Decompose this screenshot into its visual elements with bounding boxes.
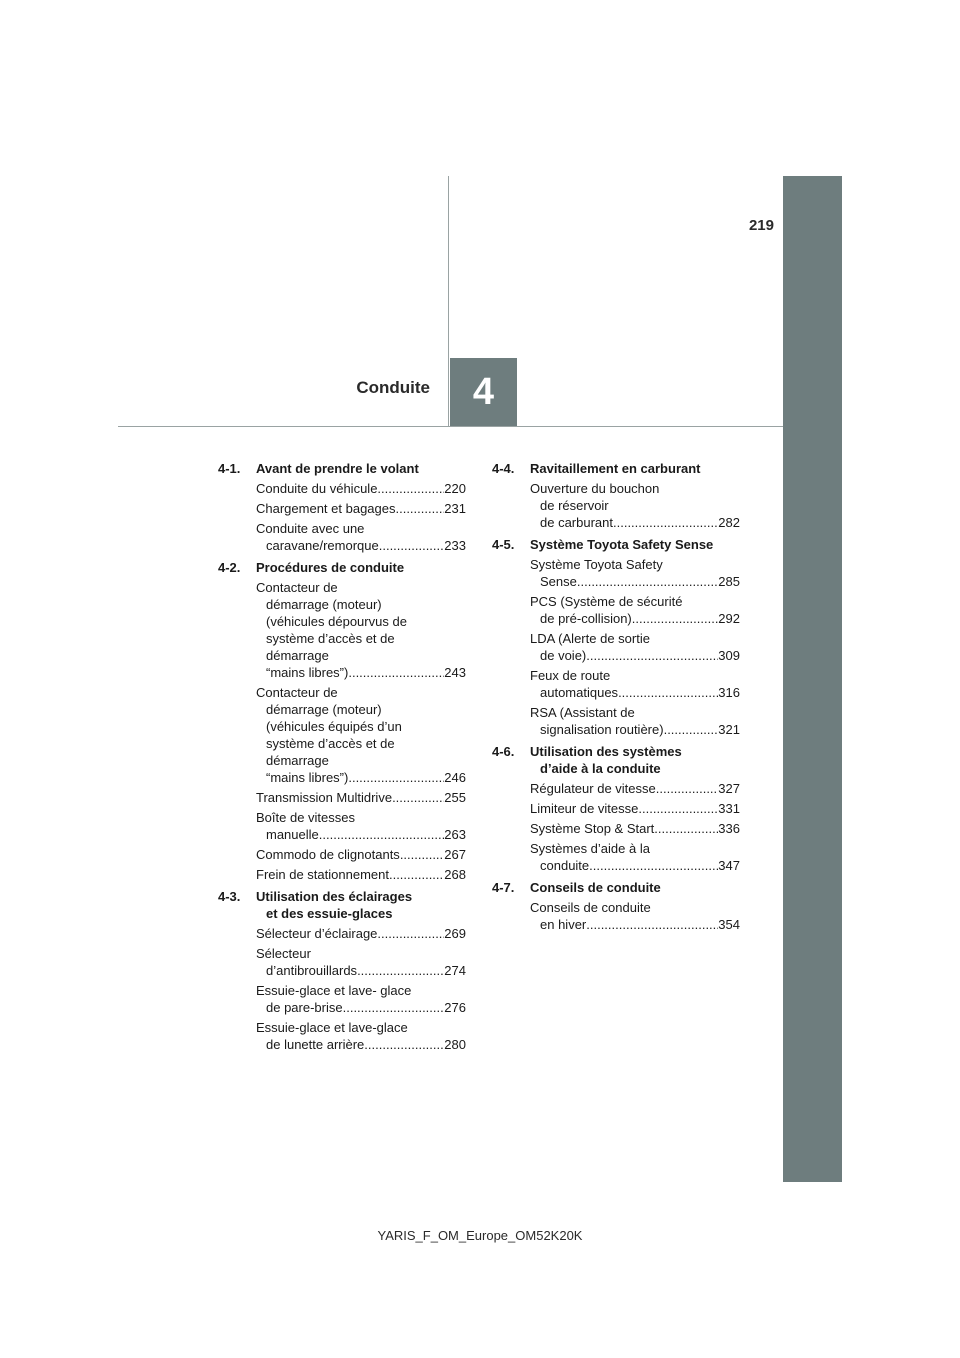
toc-section-heading (492, 460, 740, 477)
toc-section (218, 460, 466, 554)
toc-entry-page: 331 (718, 801, 740, 816)
toc-entry-text: Ouverture du bouchon (530, 481, 660, 496)
toc-section-number: 4-2. (218, 560, 241, 575)
toc-entry-last-line (256, 866, 466, 883)
toc-entry-text: démarrage (266, 753, 329, 768)
toc-section-number: 4-7. (492, 880, 515, 895)
toc-entry-last-line (256, 537, 466, 554)
toc-entry (256, 684, 466, 786)
toc-entry-page: 243 (444, 665, 466, 680)
toc-entry (256, 925, 466, 942)
toc-entry-text: (véhicules équipés d’un (266, 719, 402, 734)
toc-entry-text: de carburant (540, 515, 613, 530)
toc-entry (530, 800, 740, 817)
toc-entry-text: Sense (540, 574, 577, 589)
toc-entry-last-line (530, 780, 740, 797)
toc-section-title (530, 460, 740, 477)
toc-entry (256, 480, 466, 497)
toc-section-title (256, 460, 466, 477)
toc-entry-last-line (256, 826, 466, 843)
toc-entry-text: démarrage (moteur) (266, 597, 382, 612)
toc-entry-text: Régulateur de vitesse (530, 781, 656, 796)
toc-dot-leader (613, 514, 718, 531)
toc-dot-leader (577, 573, 718, 590)
toc-entry-page: 282 (718, 515, 740, 530)
toc-entry-page: 336 (718, 821, 740, 836)
toc-section (492, 743, 740, 874)
toc-dot-leader (586, 647, 718, 664)
toc-dot-leader (343, 999, 445, 1016)
toc-dot-leader (638, 800, 718, 817)
toc-entry (530, 556, 740, 590)
toc-entry-text: Sélecteur d’éclairage (256, 926, 378, 941)
toc-entry-last-line (256, 962, 466, 979)
horizontal-divider (118, 426, 783, 427)
toc-section-heading (218, 460, 466, 477)
toc-entry-text: Essuie-glace et lave- glace (256, 983, 412, 998)
toc-section-heading (492, 879, 740, 896)
toc-entry-text: Frein de stationnement (256, 867, 389, 882)
toc-entry-text: en hiver (540, 917, 587, 932)
toc-section-heading (218, 888, 466, 922)
toc-entry-text: de lunette arrière (266, 1037, 365, 1052)
toc-entry-page: 268 (444, 867, 466, 882)
toc-entry (530, 899, 740, 933)
toc-entry-text: démarrage (moteur) (266, 702, 382, 717)
toc-entry-page: 309 (718, 648, 740, 663)
toc-entry (530, 704, 740, 738)
chapter-title: Conduite (356, 378, 430, 397)
toc-section-number: 4-6. (492, 744, 515, 759)
toc-entry-text: “mains libres”) (266, 665, 349, 680)
toc-entry-page: 274 (444, 963, 466, 978)
toc-section-heading (492, 536, 740, 553)
toc-entry-last-line (530, 721, 740, 738)
toc-entry-page: 347 (718, 858, 740, 873)
toc-section-heading (218, 559, 466, 576)
toc-entry-text: Système Toyota Safety (530, 557, 663, 572)
toc-entry-text: Chargement et bagages (256, 501, 396, 516)
toc-entry-text: Transmission Multidrive (256, 790, 393, 805)
toc-section-title-line: et des essuie-glaces (266, 906, 393, 921)
chapter-side-tab (783, 176, 842, 1182)
toc-entry-text: RSA (Assistant de (530, 705, 635, 720)
toc-section (218, 888, 466, 1053)
toc-dot-leader (348, 769, 444, 786)
toc-entry-text: Contacteur de (256, 685, 338, 700)
toc-entry-page: 280 (444, 1037, 466, 1052)
toc-entry (256, 945, 466, 979)
toc-section-number: 4-3. (218, 889, 241, 904)
toc-entry-text: conduite (540, 858, 590, 873)
toc-entry-last-line (530, 647, 740, 664)
toc-entry-text: d’antibrouillards (266, 963, 358, 978)
toc-entry-last-line (256, 925, 466, 942)
toc-entry-text: de réservoir (540, 498, 609, 513)
toc-entry (256, 982, 466, 1016)
toc-section-heading (492, 743, 740, 777)
toc-section-title-line: d’aide à la conduite (540, 761, 661, 776)
toc-entry-text: LDA (Alerte de sortie (530, 631, 650, 646)
toc-entry-page: 292 (718, 611, 740, 626)
toc-entry-text: Essuie-glace et lave-glace (256, 1020, 408, 1035)
toc-entry-page: 220 (444, 481, 466, 496)
toc-entry-text: Systèmes d’aide à la (530, 841, 650, 856)
toc-dot-leader (632, 610, 719, 627)
toc-entry-page: 269 (444, 926, 466, 941)
toc-dot-leader (586, 916, 718, 933)
toc-entry-text: “mains libres”) (266, 770, 349, 785)
toc-entry-text: (véhicules dépourvus de (266, 614, 407, 629)
toc-entry-text: de voie) (540, 648, 587, 663)
toc-entry-text: de pré-collision) (540, 611, 632, 626)
toc-entry (530, 667, 740, 701)
toc-entry-page: 267 (444, 847, 466, 862)
toc-entry-page: 327 (718, 781, 740, 796)
toc-entry-last-line (530, 684, 740, 701)
toc-section (492, 879, 740, 933)
toc-entry-last-line (530, 610, 740, 627)
toc-dot-leader (618, 684, 718, 701)
toc-entry (530, 630, 740, 664)
toc-entry-text: Système Stop & Start (530, 821, 655, 836)
toc-dot-leader (377, 925, 444, 942)
toc-entry-last-line (256, 1036, 466, 1053)
toc-entry-text: signalisation routière) (540, 722, 664, 737)
toc-entry (530, 840, 740, 874)
toc-entry-page: 354 (718, 917, 740, 932)
vertical-divider (448, 176, 449, 426)
toc-section-title-line: Système Toyota Safety Sense (530, 537, 714, 552)
toc-section-title (530, 743, 740, 777)
toc-entry-last-line (256, 999, 466, 1016)
toc-dot-leader (664, 721, 719, 738)
toc-entry (530, 480, 740, 531)
toc-entry-text: Feux de route (530, 668, 611, 683)
toc-section-number: 4-5. (492, 537, 515, 552)
toc-entry (256, 809, 466, 843)
toc-section-title-line: Utilisation des éclairages (256, 889, 413, 904)
toc-entry-last-line (530, 800, 740, 817)
toc-entry-page: 233 (444, 538, 466, 553)
toc-dot-leader (654, 820, 718, 837)
toc-entry (256, 846, 466, 863)
toc-entry-text: Boîte de vitesses (256, 810, 355, 825)
toc-entry (256, 520, 466, 554)
toc-dot-leader (364, 1036, 444, 1053)
toc-entry (530, 593, 740, 627)
toc-dot-leader (395, 500, 444, 517)
toc-entry-last-line (530, 857, 740, 874)
toc-section-title-line: Ravitaillement en carburant (530, 461, 701, 476)
toc-entry-page: 231 (444, 501, 466, 516)
toc-section (492, 460, 740, 531)
toc-entry-last-line (256, 664, 466, 681)
toc-entry-page: 255 (444, 790, 466, 805)
toc-section (492, 536, 740, 738)
toc-section-title-line: Conseils de conduite (530, 880, 661, 895)
toc-entry-last-line (256, 480, 466, 497)
toc-entry-text: Conduite avec une (256, 521, 365, 536)
toc-entry (530, 820, 740, 837)
toc-entry-text: démarrage (266, 648, 329, 663)
toc-dot-leader (379, 537, 445, 554)
toc-entry-last-line (256, 846, 466, 863)
toc-entry-page: 246 (444, 770, 466, 785)
toc-entry-last-line (530, 916, 740, 933)
toc-column-left (218, 460, 466, 1058)
toc-entry-text: de pare-brise (266, 1000, 343, 1015)
toc-entry-text: système d’accès et de (266, 736, 395, 751)
toc-section-title-line: Avant de prendre le volant (256, 461, 419, 476)
toc-entry (256, 1019, 466, 1053)
toc-column-right (492, 460, 740, 938)
toc-dot-leader (656, 780, 719, 797)
toc-entry-last-line (530, 573, 740, 590)
document-footer: YARIS_F_OM_Europe_OM52K20K (377, 1228, 583, 1243)
toc-section-title-line: Utilisation des systèmes (530, 744, 682, 759)
toc-dot-leader (400, 846, 444, 863)
toc-entry-text: automatiques (540, 685, 619, 700)
toc-entry-text: Conseils de conduite (530, 900, 651, 915)
toc-entry-page: 263 (444, 827, 466, 842)
toc-entry-last-line (530, 514, 740, 531)
toc-entry (256, 500, 466, 517)
toc-entry-text: manuelle (266, 827, 319, 842)
toc-section-number: 4-1. (218, 461, 241, 476)
toc-entry-text: Commodo de clignotants (256, 847, 400, 862)
toc-entry-page: 276 (444, 1000, 466, 1015)
toc-entry-text: Contacteur de (256, 580, 338, 595)
toc-entry-text: Limiteur de vitesse (530, 801, 639, 816)
toc-dot-leader (319, 826, 445, 843)
toc-entry-text: PCS (Système de sécurité (530, 594, 683, 609)
toc-entry-last-line (256, 789, 466, 806)
page-number: 219 (748, 217, 774, 234)
toc-entry-text: Sélecteur (256, 946, 311, 961)
toc-dot-leader (589, 857, 718, 874)
toc-entry-last-line (256, 769, 466, 786)
toc-section (218, 559, 466, 883)
toc-entry-text: Conduite du véhicule (256, 481, 378, 496)
toc-dot-leader (357, 962, 444, 979)
toc-section-number: 4-4. (492, 461, 515, 476)
toc-entry-page: 285 (718, 574, 740, 589)
toc-section-title (530, 879, 740, 896)
toc-entry (256, 789, 466, 806)
toc-entry (256, 579, 466, 681)
toc-dot-leader (389, 866, 444, 883)
toc-entry-last-line (256, 500, 466, 517)
toc-dot-leader (348, 664, 444, 681)
toc-section-title (256, 559, 466, 576)
toc-entry-last-line (530, 820, 740, 837)
toc-section-title (256, 888, 466, 922)
toc-section-title-line: Procédures de conduite (256, 560, 405, 575)
toc-entry-page: 316 (718, 685, 740, 700)
toc-entry-text: système d’accès et de (266, 631, 395, 646)
toc-dot-leader (377, 480, 444, 497)
toc-entry (530, 780, 740, 797)
chapter-number-box: 4 (450, 358, 517, 426)
toc-entry (256, 866, 466, 883)
toc-section-title (530, 536, 740, 553)
toc-entry-page: 321 (718, 722, 740, 737)
toc-entry-text: caravane/remorque (266, 538, 379, 553)
toc-dot-leader (392, 789, 444, 806)
